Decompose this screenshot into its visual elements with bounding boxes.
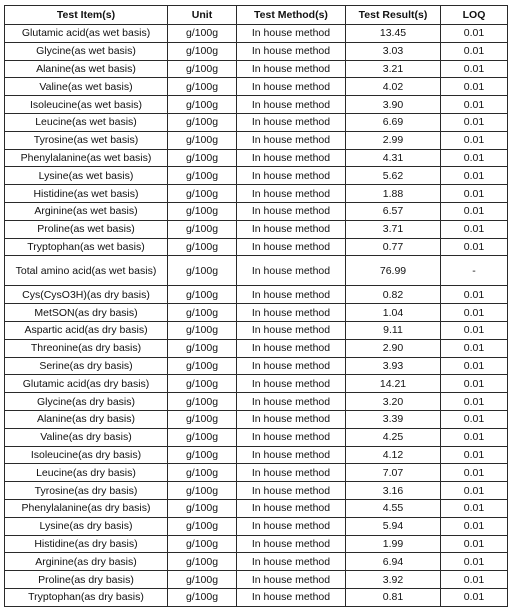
table-row [5,339,508,357]
table-row [5,238,508,256]
cell-unit: g/100g [168,428,237,446]
cell-test-item: Glutamic acid(as wet basis) [5,25,168,43]
cell-test-method: In house method [237,202,346,220]
cell-unit: g/100g [168,220,237,238]
cell-test-result: 0.82 [346,286,441,304]
cell-test-method: In house method [237,321,346,339]
table-row [5,78,508,96]
cell-test-result: 4.25 [346,428,441,446]
cell-test-method: In house method [237,25,346,43]
cell-unit: g/100g [168,375,237,393]
table-row [5,25,508,43]
table-row [5,304,508,322]
cell-test-result: 6.57 [346,202,441,220]
cell-test-method: In house method [237,220,346,238]
cell-test-method: In house method [237,375,346,393]
cell-test-method: In house method [237,60,346,78]
cell-test-result: 3.92 [346,571,441,589]
cell-test-method: In house method [237,185,346,203]
cell-test-method: In house method [237,256,346,286]
cell-test-method: In house method [237,78,346,96]
cell-test-item: Alanine(as wet basis) [5,60,168,78]
table-row [5,571,508,589]
cell-test-result: 4.55 [346,499,441,517]
cell-loq: 0.01 [441,446,508,464]
table-row [5,113,508,131]
cell-unit: g/100g [168,393,237,411]
table-row [5,202,508,220]
cell-test-item: Tyrosine(as wet basis) [5,131,168,149]
table-row [5,375,508,393]
cell-unit: g/100g [168,202,237,220]
cell-test-result: 3.21 [346,60,441,78]
cell-test-result: 2.90 [346,339,441,357]
cell-loq: 0.01 [441,535,508,553]
cell-test-item: Histidine(as dry basis) [5,535,168,553]
header-loq: LOQ [441,6,508,25]
cell-unit: g/100g [168,304,237,322]
cell-unit: g/100g [168,60,237,78]
cell-test-method: In house method [237,339,346,357]
cell-test-result: 13.45 [346,25,441,43]
cell-test-result: 3.93 [346,357,441,375]
cell-unit: g/100g [168,535,237,553]
cell-loq: 0.01 [441,339,508,357]
cell-test-item: Glycine(as dry basis) [5,393,168,411]
cell-test-item: Aspartic acid(as dry basis) [5,321,168,339]
cell-test-item: Isoleucine(as wet basis) [5,96,168,114]
cell-test-result: 3.16 [346,482,441,500]
cell-loq: 0.01 [441,185,508,203]
table-row [5,446,508,464]
table-row [5,321,508,339]
cell-test-method: In house method [237,553,346,571]
cell-test-item: Isoleucine(as dry basis) [5,446,168,464]
cell-test-item: Tryptophan(as wet basis) [5,238,168,256]
header-test-methods: Test Method(s) [237,6,346,25]
cell-loq: 0.01 [441,357,508,375]
table-body [5,25,508,607]
cell-test-result: 3.71 [346,220,441,238]
cell-unit: g/100g [168,167,237,185]
table-row [5,96,508,114]
cell-unit: g/100g [168,149,237,167]
cell-test-result: 6.69 [346,113,441,131]
cell-unit: g/100g [168,339,237,357]
cell-test-result: 1.88 [346,185,441,203]
cell-loq: 0.01 [441,202,508,220]
cell-test-method: In house method [237,446,346,464]
cell-test-result: 1.99 [346,535,441,553]
cell-test-result: 1.04 [346,304,441,322]
cell-unit: g/100g [168,517,237,535]
cell-test-item: Arginine(as wet basis) [5,202,168,220]
table-row [5,131,508,149]
cell-unit: g/100g [168,113,237,131]
cell-test-method: In house method [237,357,346,375]
table-row [5,588,508,606]
cell-test-method: In house method [237,238,346,256]
cell-test-method: In house method [237,393,346,411]
cell-test-item: Proline(as dry basis) [5,571,168,589]
cell-test-item: Tryptophan(as dry basis) [5,588,168,606]
table-row [5,42,508,60]
cell-unit: g/100g [168,256,237,286]
test-results-table [4,5,508,607]
cell-loq: 0.01 [441,571,508,589]
cell-unit: g/100g [168,571,237,589]
cell-test-method: In house method [237,113,346,131]
cell-test-method: In house method [237,588,346,606]
cell-test-method: In house method [237,149,346,167]
cell-test-result: 4.31 [346,149,441,167]
cell-loq: 0.01 [441,149,508,167]
table-header-row [5,6,508,25]
table-row [5,410,508,428]
cell-test-method: In house method [237,131,346,149]
cell-test-method: In house method [237,571,346,589]
cell-loq: 0.01 [441,113,508,131]
table-row [5,185,508,203]
cell-test-item: Threonine(as dry basis) [5,339,168,357]
cell-loq: 0.01 [441,464,508,482]
cell-test-method: In house method [237,304,346,322]
cell-test-method: In house method [237,517,346,535]
header-test-results: Test Result(s) [346,6,441,25]
cell-test-item: Histidine(as wet basis) [5,185,168,203]
cell-unit: g/100g [168,410,237,428]
cell-test-item: Phenylalanine(as dry basis) [5,499,168,517]
cell-test-result: 0.77 [346,238,441,256]
cell-unit: g/100g [168,321,237,339]
cell-test-item: Glycine(as wet basis) [5,42,168,60]
cell-test-method: In house method [237,535,346,553]
cell-test-item: Arginine(as dry basis) [5,553,168,571]
cell-test-result: 3.20 [346,393,441,411]
cell-test-item: MetSON(as dry basis) [5,304,168,322]
cell-test-item: Proline(as wet basis) [5,220,168,238]
cell-test-result: 3.03 [346,42,441,60]
table-row [5,482,508,500]
table-row [5,357,508,375]
cell-loq: 0.01 [441,286,508,304]
table-row [5,535,508,553]
cell-loq: - [441,256,508,286]
cell-unit: g/100g [168,286,237,304]
cell-unit: g/100g [168,78,237,96]
cell-loq: 0.01 [441,428,508,446]
cell-loq: 0.01 [441,482,508,500]
cell-loq: 0.01 [441,220,508,238]
cell-test-result: 4.12 [346,446,441,464]
cell-test-item: Lysine(as dry basis) [5,517,168,535]
table-row [5,286,508,304]
cell-unit: g/100g [168,588,237,606]
cell-loq: 0.01 [441,393,508,411]
cell-test-method: In house method [237,428,346,446]
cell-test-method: In house method [237,96,346,114]
cell-test-result: 4.02 [346,78,441,96]
cell-test-item: Leucine(as wet basis) [5,113,168,131]
test-results-document [4,5,508,607]
table-row [5,167,508,185]
cell-test-item: Serine(as dry basis) [5,357,168,375]
cell-unit: g/100g [168,446,237,464]
cell-loq: 0.01 [441,42,508,60]
header-test-items: Test Item(s) [5,6,168,25]
cell-unit: g/100g [168,499,237,517]
table-row [5,464,508,482]
cell-loq: 0.01 [441,25,508,43]
cell-unit: g/100g [168,553,237,571]
cell-test-method: In house method [237,167,346,185]
table-row [5,553,508,571]
cell-test-result: 7.07 [346,464,441,482]
cell-loq: 0.01 [441,517,508,535]
cell-loq: 0.01 [441,588,508,606]
cell-loq: 0.01 [441,131,508,149]
cell-test-method: In house method [237,42,346,60]
table-row [5,428,508,446]
cell-unit: g/100g [168,357,237,375]
cell-unit: g/100g [168,131,237,149]
cell-loq: 0.01 [441,167,508,185]
cell-test-method: In house method [237,464,346,482]
table-row [5,149,508,167]
cell-test-result: 14.21 [346,375,441,393]
cell-test-result: 2.99 [346,131,441,149]
cell-unit: g/100g [168,25,237,43]
cell-loq: 0.01 [441,60,508,78]
table-row [5,60,508,78]
cell-unit: g/100g [168,482,237,500]
table-row [5,517,508,535]
cell-loq: 0.01 [441,321,508,339]
cell-test-item: Leucine(as dry basis) [5,464,168,482]
cell-test-result: 6.94 [346,553,441,571]
cell-unit: g/100g [168,96,237,114]
cell-test-result: 0.81 [346,588,441,606]
cell-loq: 0.01 [441,96,508,114]
cell-test-item: Cys(CysO3H)(as dry basis) [5,286,168,304]
cell-test-item: Lysine(as wet basis) [5,167,168,185]
cell-test-item: Valine(as wet basis) [5,78,168,96]
cell-test-result: 76.99 [346,256,441,286]
cell-loq: 0.01 [441,78,508,96]
cell-test-result: 3.39 [346,410,441,428]
cell-test-result: 5.62 [346,167,441,185]
cell-test-item: Tyrosine(as dry basis) [5,482,168,500]
cell-test-result: 5.94 [346,517,441,535]
cell-test-item: Valine(as dry basis) [5,428,168,446]
cell-loq: 0.01 [441,304,508,322]
cell-test-method: In house method [237,286,346,304]
cell-test-method: In house method [237,410,346,428]
table-row [5,256,508,286]
cell-unit: g/100g [168,238,237,256]
table-row [5,220,508,238]
cell-test-item: Phenylalanine(as wet basis) [5,149,168,167]
cell-unit: g/100g [168,185,237,203]
cell-unit: g/100g [168,42,237,60]
cell-loq: 0.01 [441,238,508,256]
table-row [5,499,508,517]
cell-test-item: Alanine(as dry basis) [5,410,168,428]
cell-loq: 0.01 [441,553,508,571]
cell-loq: 0.01 [441,410,508,428]
cell-loq: 0.01 [441,375,508,393]
table-row [5,393,508,411]
cell-unit: g/100g [168,464,237,482]
cell-test-method: In house method [237,482,346,500]
cell-test-result: 3.90 [346,96,441,114]
header-unit: Unit [168,6,237,25]
cell-test-item: Total amino acid(as wet basis) [5,256,168,286]
cell-test-result: 9.11 [346,321,441,339]
cell-test-method: In house method [237,499,346,517]
cell-loq: 0.01 [441,499,508,517]
cell-test-item: Glutamic acid(as dry basis) [5,375,168,393]
